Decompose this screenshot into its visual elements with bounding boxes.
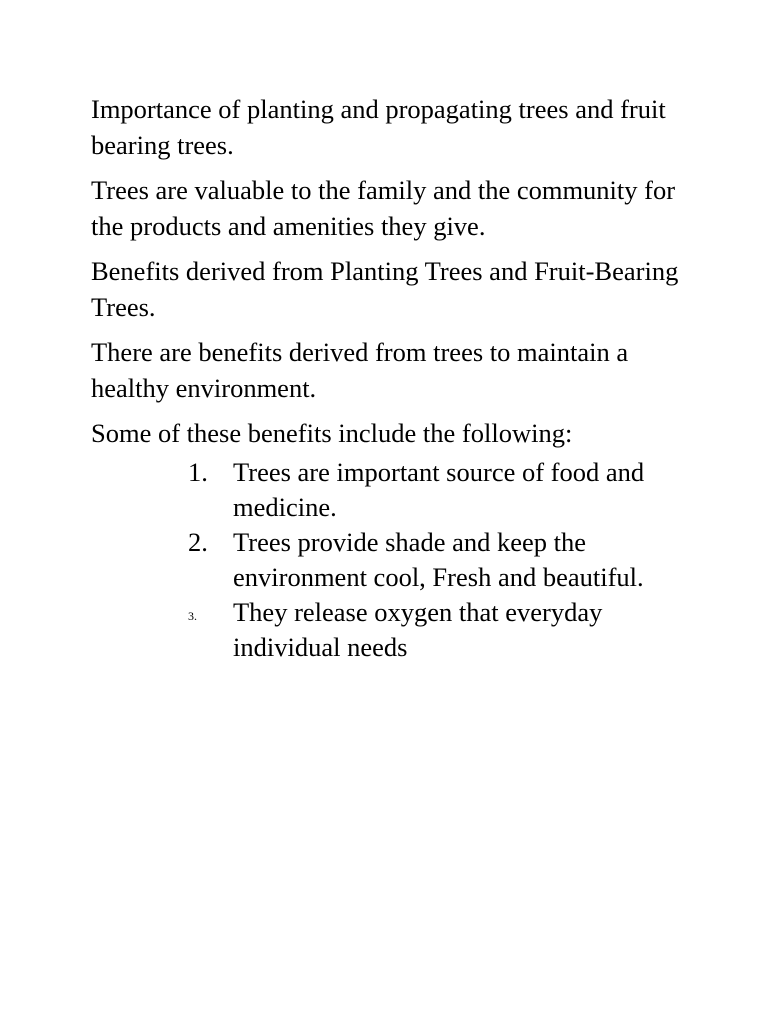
list-marker: 1. bbox=[188, 457, 208, 487]
list-item-text: They release oxygen that everyday individual needs bbox=[233, 597, 603, 662]
list-item bbox=[91, 525, 691, 595]
list-item bbox=[91, 455, 691, 525]
document-body bbox=[91, 91, 691, 665]
heading-importance: Importance of planting and propagating trees and fruit bearing trees. bbox=[91, 94, 666, 160]
paragraph-list-intro: Some of these benefits include the following: bbox=[91, 418, 573, 448]
heading-benefits: Benefits derived from Planting Trees and Fruit-Bearing Trees. bbox=[91, 256, 679, 322]
list-item bbox=[91, 595, 691, 665]
paragraph-benefits-environment: There are benefits derived from trees to maintain a healthy environment. bbox=[91, 337, 629, 403]
list-item-text: Trees provide shade and keep the environment cool, Fresh and beautiful. bbox=[233, 527, 644, 592]
list-item-text: Trees are important source of food and medicine. bbox=[233, 457, 645, 522]
benefits-list bbox=[91, 455, 691, 665]
paragraph-trees-valuable: Trees are valuable to the family and the community for the products and amenities they give. bbox=[91, 175, 676, 241]
list-marker: 3. bbox=[188, 609, 197, 623]
list-marker: 2. bbox=[188, 527, 208, 557]
